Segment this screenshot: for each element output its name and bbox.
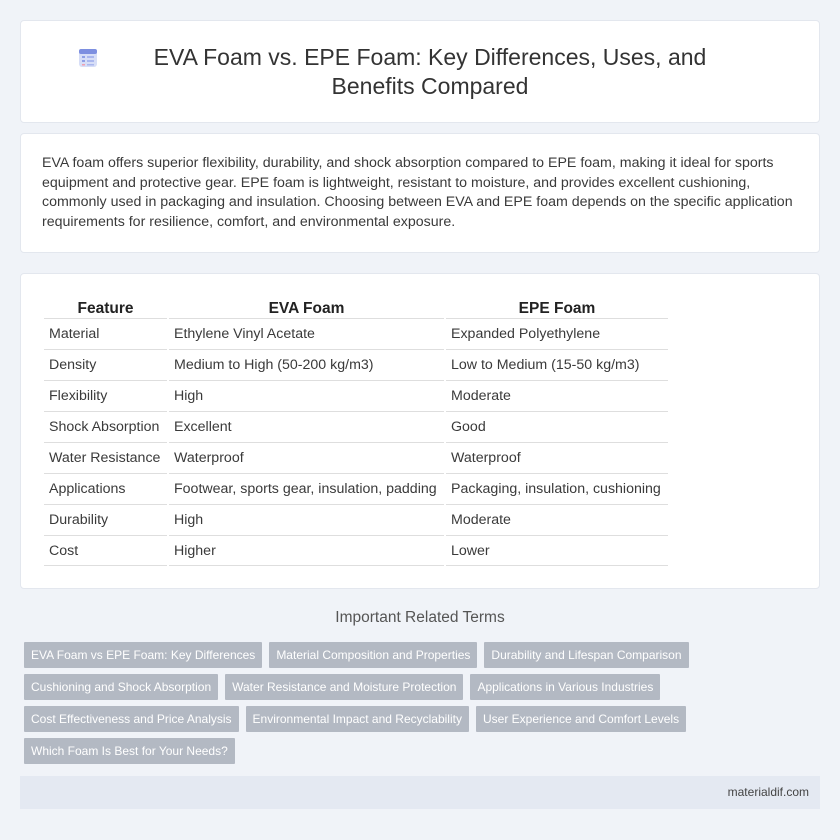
related-term-link[interactable]: User Experience and Comfort Levels [476,706,686,732]
eva-cell: Ethylene Vinyl Acetate [169,318,444,349]
related-term-link[interactable]: Durability and Lifespan Comparison [484,642,688,668]
epe-cell: Packaging, insulation, cushioning [446,473,668,504]
table-row [44,380,668,411]
related-term-link[interactable]: Environmental Impact and Recyclability [246,706,469,732]
related-term-link[interactable]: EVA Foam vs EPE Foam: Key Differences [24,642,262,668]
table-header-row [44,296,668,318]
feature-cell: Flexibility [44,380,167,411]
table-row [44,411,668,442]
related-term-link[interactable]: Material Composition and Properties [269,642,477,668]
feature-cell: Density [44,349,167,380]
table-row [44,442,668,473]
feature-cell: Durability [44,504,167,535]
epe-cell: Low to Medium (15-50 kg/m3) [446,349,668,380]
epe-cell: Lower [446,535,668,566]
epe-cell: Moderate [446,504,668,535]
related-terms-heading: Important Related Terms [335,609,505,626]
eva-cell: High [169,504,444,535]
footer [20,776,820,809]
related-term-link[interactable]: Which Foam Is Best for Your Needs? [24,738,235,764]
table-row [44,318,668,349]
feature-cell: Shock Absorption [44,411,167,442]
intro-paragraph: EVA foam offers superior flexibility, durability, and shock absorption compared to EPE foam, making it ideal for sports equipment and protective gear. EPE foam is lightweight, resistant to moisture, and provides excellent cushioning, commonly used in packaging and insulation. Choosing between EVA and EPE foam depends on the specific application requirements for resilience, comfort, and environmental exposure. [42,155,793,230]
related-terms-list [24,642,744,764]
epe-cell: Moderate [446,380,668,411]
feature-cell: Material [44,318,167,349]
page-title: EVA Foam vs. EPE Foam: Key Differences, Uses, and Benefits Compared [153,43,707,99]
header-eva-foam: EVA Foam [268,300,345,317]
feature-cell: Applications [44,473,167,504]
header-feature: Feature [77,300,134,317]
comparison-table [42,296,670,566]
header-epe-foam: EPE Foam [518,300,596,317]
related-term-link[interactable]: Applications in Various Industries [470,674,660,700]
eva-cell: Excellent [169,411,444,442]
table-row [44,504,668,535]
comparison-card [20,273,820,589]
eva-cell: Medium to High (50-200 kg/m3) [169,349,444,380]
related-term-link[interactable]: Water Resistance and Moisture Protection [225,674,463,700]
table-row [44,349,668,380]
epe-cell: Good [446,411,668,442]
table-row [44,535,668,566]
feature-cell: Cost [44,535,167,566]
eva-cell: Footwear, sports gear, insulation, padding [169,473,444,504]
eva-cell: Higher [169,535,444,566]
eva-cell: Waterproof [169,442,444,473]
title-card [20,20,820,123]
intro-card [20,133,820,253]
epe-cell: Expanded Polyethylene [446,318,668,349]
related-term-link[interactable]: Cushioning and Shock Absorption [24,674,218,700]
epe-cell: Waterproof [446,442,668,473]
feature-cell: Water Resistance [44,442,167,473]
eva-cell: High [169,380,444,411]
footer-site-name[interactable]: materialdif.com [727,785,809,799]
related-term-link[interactable]: Cost Effectiveness and Price Analysis [24,706,239,732]
table-row [44,473,668,504]
